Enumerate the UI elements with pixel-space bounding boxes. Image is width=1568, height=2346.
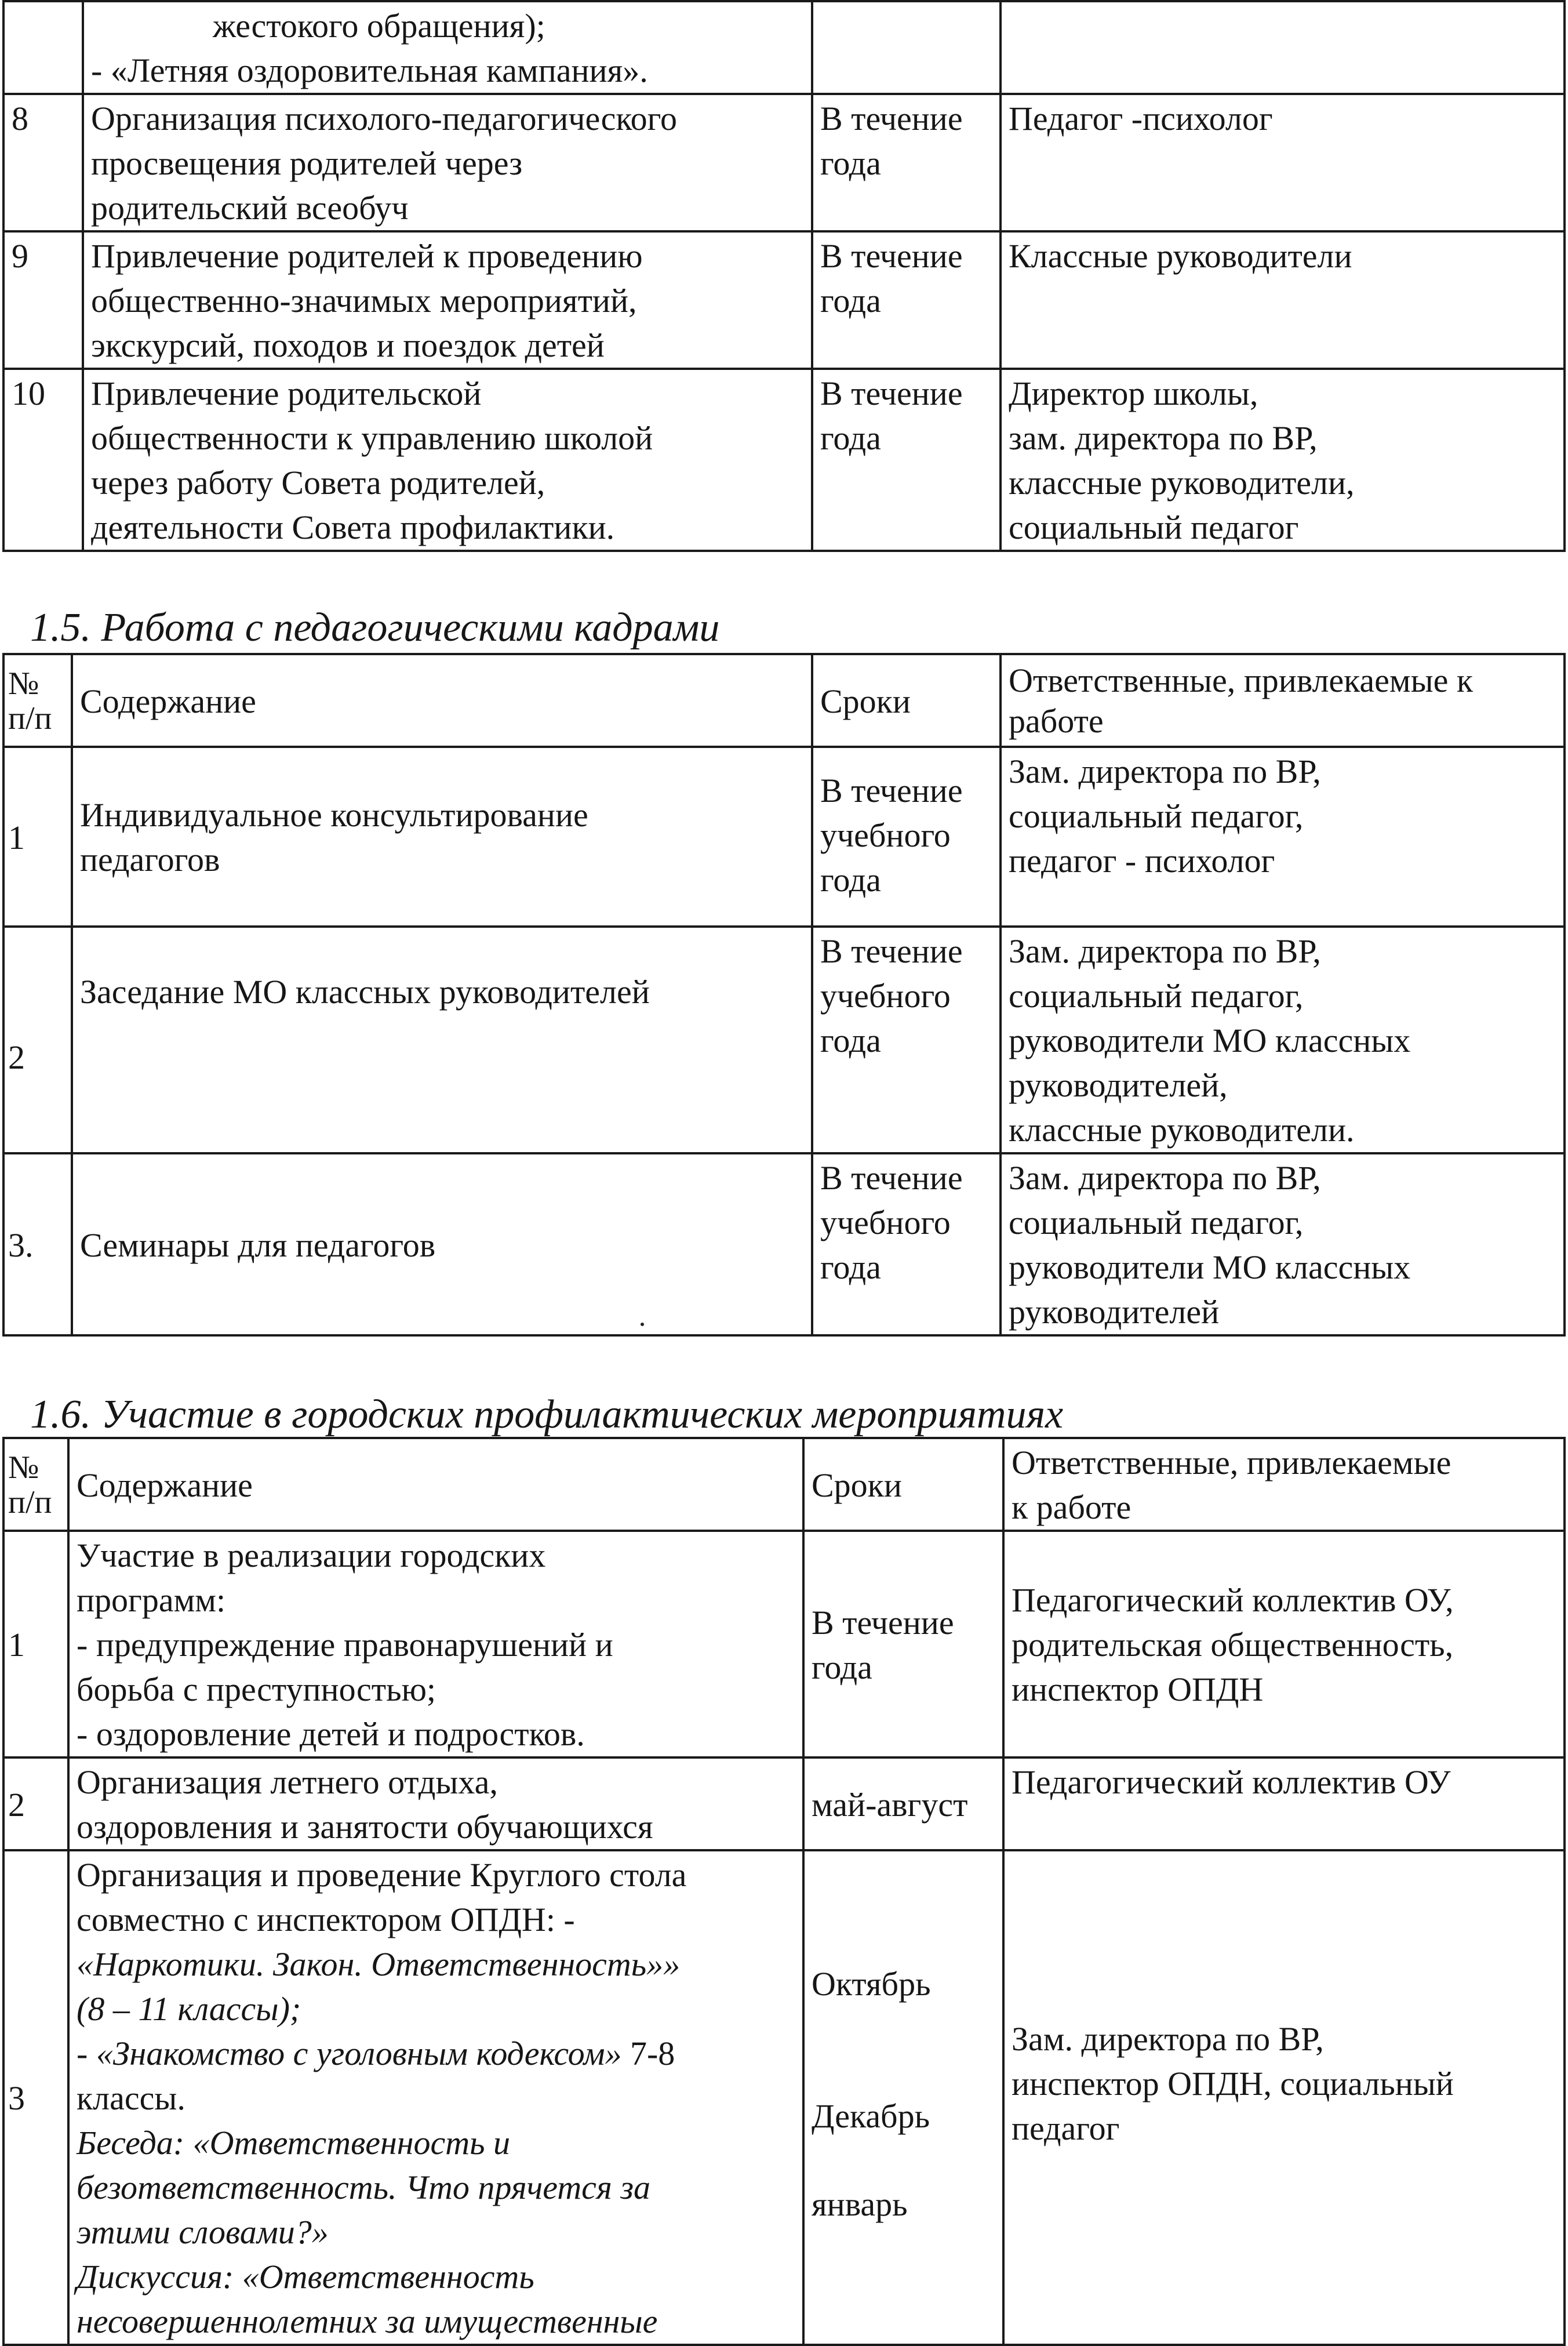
cell-line: педагог: [1012, 2109, 1120, 2147]
cell-line: года: [820, 861, 881, 899]
row-number: 9: [12, 237, 28, 275]
cell-content: [83, 231, 812, 369]
header-responsible-line: Ответственные, привлекаемые: [1012, 1444, 1451, 1481]
cell-number: [3, 1153, 72, 1335]
table-row: [3, 231, 1565, 369]
cell-line: программ:: [77, 1581, 226, 1619]
cell-responsible: [1003, 1757, 1565, 1850]
table-row: [3, 927, 1565, 1153]
table-row: [3, 1850, 1565, 2345]
cell-content: [68, 1531, 803, 1757]
header-number-line: п/п: [8, 700, 52, 736]
table-parent-work: [2, 0, 1566, 552]
cell-content: [72, 747, 812, 927]
table-row: [3, 747, 1565, 927]
row-number: 2: [8, 1038, 25, 1076]
cell-responsible: [1001, 94, 1565, 231]
cell-line: совместно с инспектором ОПДН: -: [77, 1901, 575, 1938]
cell-number: [3, 94, 83, 231]
cell-line: Семинары для педагогов: [80, 1226, 436, 1264]
cell-line: учебного: [820, 816, 951, 854]
cell-line: родительский всеобуч: [91, 189, 409, 227]
cell-line: классные руководители,: [1009, 464, 1355, 502]
cell-terms: [812, 94, 1001, 231]
cell-content: [68, 1850, 803, 2345]
cell-line: года: [820, 144, 881, 182]
scan-speck: [641, 1323, 644, 1326]
row-number: 1: [8, 1626, 25, 1664]
cell-line: - «Летняя оздоровительная кампания».: [91, 52, 648, 89]
header-terms: [812, 654, 1001, 747]
cell-line: Классные руководители: [1009, 237, 1352, 275]
cell-line: классные руководители.: [1009, 1111, 1355, 1149]
cell-line-mixed: [77, 2031, 795, 2076]
cell-line-italic: несовершеннолетних за имущественные: [77, 2303, 658, 2340]
table-teacher-work: [2, 653, 1566, 1337]
cell-line: учебного: [820, 1204, 951, 1241]
header-content: [72, 654, 812, 747]
cell-terms: [803, 1531, 1003, 1757]
cell-line: педагогов: [80, 841, 220, 878]
term-october: Октябрь: [812, 1965, 931, 2003]
cell-number: [3, 1757, 68, 1850]
cell-line: Привлечение родителей к проведению: [91, 237, 643, 275]
cell-line: Заседание МО классных руководителей: [80, 973, 650, 1011]
table-row: [3, 369, 1565, 551]
cell-line: Зам. директора по ВР,: [1009, 1159, 1321, 1197]
cell-number: [3, 1850, 68, 2345]
cell-line: - оздоровление детей и подростков.: [77, 1715, 585, 1753]
cell-line: В течение: [820, 1159, 963, 1197]
cell-line: май-август: [812, 1785, 968, 1824]
header-content-label: Содержание: [77, 1466, 253, 1504]
row-number: 1: [8, 818, 25, 856]
cell-responsible: [1003, 1531, 1565, 1757]
mixed-italic: «Знакомство с уголовным кодексом»: [96, 2035, 622, 2072]
cell-line: - предупреждение правонарушений и: [77, 1626, 613, 1664]
cell-line-italic: этими словами?»: [77, 2213, 329, 2251]
cell-terms: [812, 747, 1001, 927]
header-content: [68, 1438, 803, 1531]
header-number-line: №: [8, 1450, 39, 1486]
cell-line: Участие в реализации городских: [77, 1537, 546, 1574]
cell-line: педагог - психолог: [1009, 842, 1275, 880]
cell-terms: [812, 1153, 1001, 1335]
mixed-suffix: 7-8: [621, 2035, 675, 2072]
mixed-prefix: -: [77, 2035, 96, 2072]
cell-line-italic: Дискуссия: «Ответственность: [77, 2258, 534, 2296]
table-header-row: [3, 1438, 1565, 1531]
term-january: январь: [812, 2185, 908, 2223]
header-number: [3, 654, 72, 747]
cell-line: общественности к управлению школой: [91, 419, 653, 457]
cell-content: [83, 369, 812, 551]
cell-number: [3, 1, 83, 94]
cell-line: Индивидуальное консультирование: [80, 796, 588, 834]
header-number-line: п/п: [8, 1484, 52, 1520]
row-number: 10: [12, 375, 45, 412]
cell-line: В течение: [812, 1603, 954, 1642]
cell-line: зам. директора по ВР,: [1009, 419, 1318, 457]
table-row: [3, 94, 1565, 231]
cell-line: года: [812, 1648, 872, 1686]
cell-line: общественно-значимых мероприятий,: [91, 282, 637, 319]
cell-line: оздоровления и занятости обучающихся: [77, 1808, 653, 1846]
cell-line: года: [820, 282, 881, 319]
cell-terms: [812, 927, 1001, 1153]
cell-line: через работу Совета родителей,: [91, 464, 545, 502]
row-number: 3: [8, 2079, 25, 2117]
cell-line-italic: безответственность. Что прячется за: [77, 2169, 650, 2206]
cell-line: социальный педагог,: [1009, 1204, 1304, 1241]
cell-responsible: [1001, 369, 1565, 551]
cell-line: инспектор ОПДН, социальный: [1012, 2065, 1454, 2102]
header-terms-label: Сроки: [820, 682, 911, 720]
cell-line: инспектор ОПДН: [1012, 1670, 1264, 1708]
table-header-row: [3, 654, 1565, 747]
cell-line: В течение: [820, 375, 963, 412]
header-content-label: Содержание: [80, 682, 256, 720]
cell-terms: [803, 1757, 1003, 1850]
cell-line-italic: «Наркотики. Закон. Ответственность»»: [77, 1945, 681, 1983]
term-december: Декабрь: [812, 2097, 930, 2135]
cell-number: [3, 231, 83, 369]
cell-content: [72, 927, 812, 1153]
cell-line: классы.: [77, 2079, 185, 2117]
cell-number: [3, 369, 83, 551]
cell-line: года: [820, 419, 881, 457]
cell-line-italic: Беседа: «Ответственность и: [77, 2124, 511, 2162]
cell-line: руководителей: [1009, 1293, 1220, 1331]
cell-line: года: [820, 1248, 881, 1286]
cell-responsible: [1001, 747, 1565, 927]
cell-number: [3, 927, 72, 1153]
cell-content: [68, 1757, 803, 1850]
cell-line: Зам. директора по ВР,: [1012, 2020, 1324, 2058]
cell-line: Зам. директора по ВР,: [1009, 753, 1321, 790]
cell-number: [3, 747, 72, 927]
cell-line: Зам. директора по ВР,: [1009, 932, 1321, 970]
cell-line: руководители МО классных: [1009, 1022, 1411, 1059]
cell-line: В течение: [820, 932, 963, 970]
cell-terms: [812, 1, 1001, 94]
cell-line: руководителей,: [1009, 1066, 1228, 1104]
cell-line: борьба с преступностью;: [77, 1670, 436, 1708]
cell-line: В течение: [820, 100, 963, 137]
section-title-1-6: 1.6. Участие в городских профилактических мероприятиях: [30, 1392, 1064, 1437]
cell-line: года: [820, 1022, 881, 1059]
cell-line: деятельности Совета профилактики.: [91, 509, 615, 546]
table-row: [3, 1531, 1565, 1757]
cell-line: социальный педагог,: [1009, 797, 1304, 835]
cell-content: [83, 1, 812, 94]
cell-line: Организация летнего отдыха,: [77, 1763, 498, 1801]
cell-terms: [803, 1850, 1003, 2345]
header-responsible: [1001, 654, 1565, 747]
table-city-events: [2, 1437, 1566, 2346]
cell-content: [83, 94, 812, 231]
header-number-line: №: [8, 666, 39, 702]
header-number: [3, 1438, 68, 1531]
header-terms-label: Сроки: [812, 1466, 902, 1504]
cell-line: социальный педагог,: [1009, 977, 1304, 1015]
header-responsible-line: работе: [1009, 702, 1104, 740]
cell-responsible: [1001, 1, 1565, 94]
cell-line: Привлечение родительской: [91, 375, 482, 412]
row-number: 8: [12, 100, 28, 137]
cell-line: руководители МО классных: [1009, 1248, 1411, 1286]
cell-line: Организация психолого-педагогического: [91, 100, 677, 137]
row-number: 3.: [8, 1226, 34, 1264]
cell-line: учебного: [820, 977, 951, 1015]
cell-number: [3, 1531, 68, 1757]
header-terms: [803, 1438, 1003, 1531]
cell-line: жестокого обращения);: [213, 7, 545, 45]
table-row: [3, 1757, 1565, 1850]
cell-line: социальный педагог: [1009, 509, 1299, 546]
header-responsible-line: Ответственные, привлекаемые к: [1009, 662, 1474, 699]
cell-terms: [812, 231, 1001, 369]
cell-responsible: [1001, 231, 1565, 369]
table-row: [3, 1, 1565, 94]
cell-line: родительская общественность,: [1012, 1626, 1454, 1664]
cell-responsible: [1003, 1850, 1565, 2345]
cell-line: просвещения родителей через: [91, 144, 523, 182]
cell-line-italic: (8 – 11 классы);: [77, 1990, 301, 2028]
cell-line: Педагог -психолог: [1009, 100, 1273, 137]
cell-terms: [812, 369, 1001, 551]
cell-line: Директор школы,: [1009, 375, 1258, 412]
cell-line: экскурсий, походов и поездок детей: [91, 326, 605, 364]
cell-line: В течение: [820, 237, 963, 275]
table-row: [3, 1153, 1565, 1335]
cell-line: Организация и проведение Круглого стола: [77, 1856, 687, 1894]
cell-line: В течение: [820, 772, 963, 809]
section-title-1-5: 1.5. Работа с педагогическими кадрами: [30, 605, 720, 650]
cell-line: Педагогический коллектив ОУ,: [1012, 1581, 1454, 1619]
cell-responsible: [1001, 1153, 1565, 1335]
row-number: 2: [8, 1785, 25, 1824]
header-responsible-line: к работе: [1012, 1488, 1132, 1526]
cell-line: Педагогический коллектив ОУ: [1012, 1763, 1451, 1801]
header-responsible: [1003, 1438, 1565, 1531]
cell-content: [72, 1153, 812, 1335]
cell-responsible: [1001, 927, 1565, 1153]
